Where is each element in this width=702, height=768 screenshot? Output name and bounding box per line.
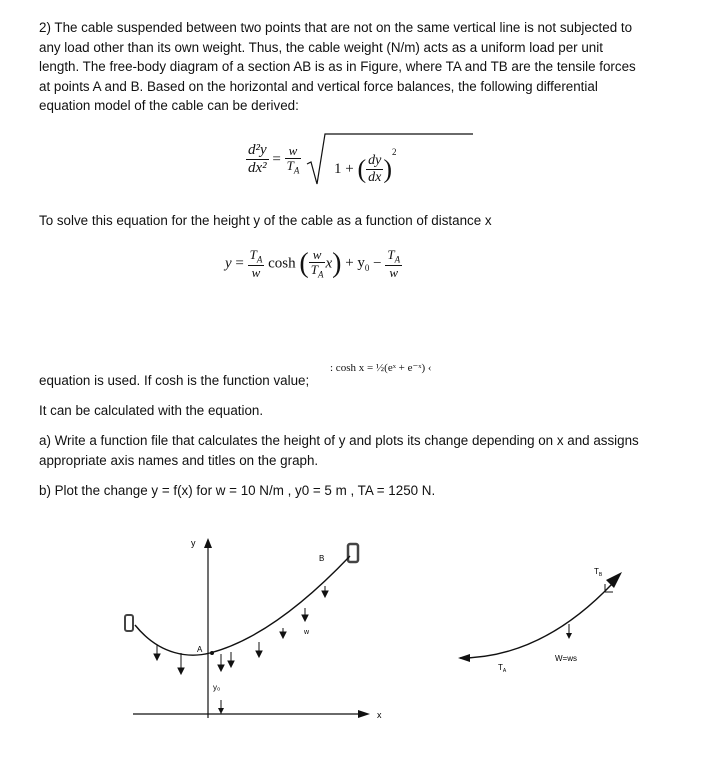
- axis-x-label: x: [377, 710, 382, 720]
- eq2-ta-sub: A: [256, 254, 263, 265]
- used-line: equation is used. If cosh is the function value;: [39, 373, 310, 388]
- eq2-tail-w: w: [389, 265, 399, 281]
- ta-arrow-icon: [458, 654, 470, 662]
- differential-equation: $\frac{\text{d²y}}{\text{dx²}}$ = $\frac{w}{T_A}$: [246, 132, 475, 188]
- eq2-tail-ta: T: [387, 247, 395, 262]
- cosh-definition: : cosh x = ½(eˣ + e⁻ˣ) ‹: [330, 362, 432, 374]
- ws-label: W=ws: [555, 654, 577, 663]
- eq2-arg-ta-sub: A: [317, 269, 324, 280]
- eq2-arg-w: w: [309, 248, 326, 263]
- part-b: b) Plot the change y = f(x) for w = 10 N/m , y0 = 5 m , TA = 1250 N.: [39, 483, 436, 498]
- ta-label: $T_A$: [498, 663, 507, 674]
- eq1-lhs-den: dx²: [248, 160, 267, 177]
- eq2-coef: [248, 248, 265, 280]
- intro-paragraph: [39, 18, 664, 116]
- eq1-square: 2: [392, 147, 397, 157]
- tb-label: $T_B$: [594, 567, 603, 578]
- axis-y-label: y: [191, 538, 196, 548]
- point-b-label: B: [319, 554, 325, 563]
- eq1-one-plus: 1 +: [334, 161, 354, 177]
- load-arrows: [154, 586, 328, 674]
- eq2-cosh: cosh: [268, 255, 296, 272]
- eq1-ta-sub: A: [293, 165, 300, 176]
- eq1-lhs-num: d²y: [248, 142, 267, 159]
- eq2-y: y: [225, 255, 232, 272]
- x-axis-arrow-icon: [358, 710, 370, 718]
- eq2-arg-ta: T: [310, 261, 318, 277]
- eq2-plus-y0: + y: [345, 255, 365, 272]
- eq1-w: w: [285, 144, 302, 159]
- eq2-tail-ta-sub: A: [394, 254, 401, 265]
- eq2-ta: T: [249, 247, 257, 262]
- eq2-y0-sub: 0: [364, 263, 370, 274]
- part-a: [39, 431, 664, 470]
- part-a-line-1: a) Write a function file that calculates the height of y and plots its change depending on x and assigns: [39, 433, 639, 448]
- intro-line-2: any load other than its own weight. Thus, the cable weight (N/m) acts as a uniform load per unit: [39, 39, 603, 55]
- eq1-lhs: [246, 143, 269, 176]
- calc-line: It can be calculated with the equation.: [39, 403, 264, 418]
- right-support: [348, 544, 358, 562]
- eq2-w: w: [251, 265, 261, 281]
- part-a-line-2: appropriate axis names and titles on the graph.: [39, 452, 319, 468]
- intro-line-5: equation model of the cable can be derived:: [39, 98, 299, 113]
- cable-figure: [0, 528, 702, 768]
- left-support: [125, 615, 133, 631]
- eq1-dx: dx: [368, 169, 382, 185]
- eq1-ta: T: [286, 157, 294, 173]
- y-axis-arrow-icon: [204, 538, 212, 548]
- intro-line-4: at points A and B. Based on the horizontal and vertical force balances, the following differential: [39, 78, 598, 94]
- eq1-dy: dy: [368, 153, 382, 169]
- point-a-marker: [210, 651, 214, 655]
- solve-line: To solve this equation for the height y of the cable as a function of distance x: [39, 213, 492, 228]
- cable-curve: [135, 556, 350, 655]
- weight-arrow-icon: [566, 633, 572, 639]
- intro-line-1: 2) The cable suspended between two points that are not on the same vertical line is not subjected to: [39, 20, 633, 35]
- load-w-label: w: [304, 629, 310, 636]
- tb-arrow-icon: [606, 572, 622, 588]
- catenary-equation: y = $\frac{T_A}{w}$ cosh ( $\frac{w}{T_A}$ $x) + y_0$ − $\frac{T_A}{w}$: [225, 247, 401, 281]
- intro-line-3: length. The free-body diagram of a section AB is as in Figure, where TA and TB are the tensile forces: [39, 59, 636, 74]
- eq2-x: x: [325, 255, 333, 272]
- eq2-tail: [385, 248, 402, 280]
- point-a-label: A: [197, 645, 203, 654]
- eq2-minus: −: [373, 255, 382, 272]
- eq1-coef: [285, 144, 302, 176]
- y0-label: y₀: [213, 683, 221, 692]
- fbd-cable-curve: [460, 584, 612, 658]
- y0-arrow-icon: [218, 708, 224, 714]
- eq1-radicand: 1 + ( $\frac{dy}{dx}$ )$^2$: [334, 147, 397, 185]
